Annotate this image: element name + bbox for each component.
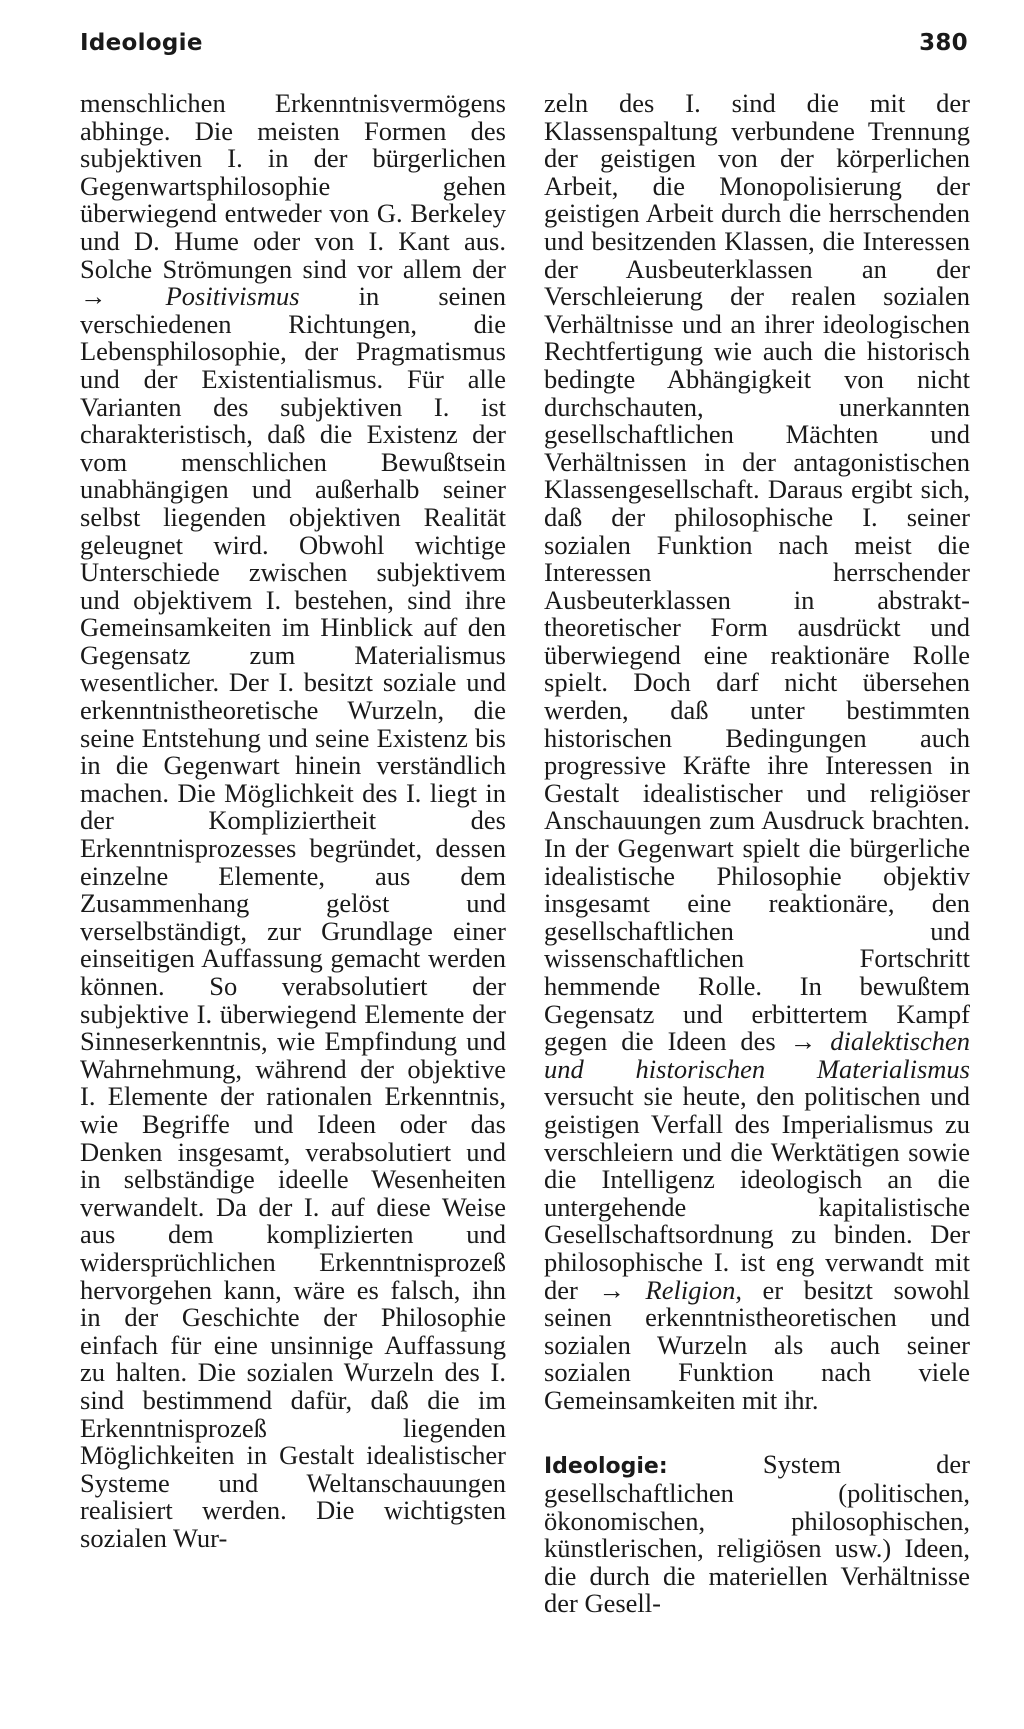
cross-reference-religion[interactable]: Religion, xyxy=(645,1274,742,1305)
entry-definition: System der gesellschaftlichen (politischen, ökonomischen, philosophischen, künstlerischen, religiösen usw.) Ideen, die durch die materiellen Verhältnisse der Gesell- xyxy=(544,1448,971,1619)
dictionary-entry-ideologie xyxy=(544,1448,971,1619)
right-text-part-2: versucht sie heute, den politischen und geistigen Verfall des Imperialismus zu verschleiern und die Werktätigen sowie die Intelligenz ideologisch an die untergehende kapitalistische Gesellschaftsordnung zu binden. Der philosophische I. ist eng verwandt mit der xyxy=(544,1081,970,1305)
left-column xyxy=(80,90,506,1552)
cross-reference-arrow-icon: → xyxy=(80,281,107,312)
running-head-title: Ideologie xyxy=(80,30,203,56)
cross-reference-arrow-icon: → xyxy=(789,1026,817,1057)
cross-reference-positivismus[interactable]: Positivismus xyxy=(165,281,300,312)
cross-reference-materialismus[interactable]: dialektischen und historischen Materialismus xyxy=(544,1026,971,1084)
right-text-part-1: zeln des I. sind die mit der Klassenspaltung verbundene Trennung der geistigen von der körperlichen Arbeit, die Monopolisierung der geistigen Arbeit durch die herrschenden und besitzenden Klassen, die Interessen der Ausbeuterklassen an der Verschleierung der realen sozialen Verhältnisse und an ihrer ideologischen Rechtfertigung wie auch die historisch bedingte Abhängigkeit von nicht durchschauten, unerkannten gesellschaftlichen Mächten und Verhältnissen in der antagonistischen Klassengesellschaft. Daraus ergibt sich, daß der philosophische I. seiner sozialen Funktion nach meist die Interessen herrschender Ausbeuterklassen in abstrakt-theoretischer Form ausdrückt und überwiegend eine reaktionäre Rolle spielt. Doch darf nicht übersehen werden, daß unter bestimmten historischen Bedingungen auch progressive Kräfte ihre Interessen in Gestalt idealistischer und religiöser Anschauungen zum Ausdruck brachten. In der Gegenwart spielt die bürgerliche idealistische Philosophie objektiv insgesamt eine reaktionäre, den gesellschaftlichen und wissenschaftlichen Fortschritt hemmende Rolle. In bewußtem Gegensatz und erbittertem Kampf gegen die Ideen des xyxy=(544,88,970,1057)
left-text-part-1: menschlichen Erkenntnisvermögens abhinge. Die meisten Formen des subjektiven I. in der bürgerlichen Gegenwartsphilosophie gehen überwiegend entweder von G. Berkeley und D. Hume oder von I. Kant aus. Solche Strömungen sind vor allem der xyxy=(80,88,506,284)
page-number: 380 xyxy=(919,30,968,56)
left-text-part-2: in seinen verschiedenen Richtungen, die Lebensphilosophie, der Pragmatismus und der Existentialismus. Für alle Varianten des subjektiven I. ist charakteristisch, daß die Existenz der vom menschlichen Bewußtsein unabhängigen und außerhalb seiner selbst liegenden objektiven Realität geleugnet wird. Obwohl wichtige Unterschiede zwischen subjektivem und objektivem I. bestehen, sind ihre Gemeinsamkeiten im Hinblick auf den Gegensatz zum Materialismus wesentlicher. Der I. besitzt soziale und erkenntnistheoretische Wurzeln, die seine Entstehung und seine Existenz bis in die Gegenwart hinein verständlich machen. Die Möglichkeit des I. liegt in der Kompliziertheit des Erkenntnisprozesses begründet, dessen einzelne Elemente, aus dem Zusammenhang gelöst und verselbständigt, zur Grundlage einer einseitigen Auffassung gemacht werden können. So verabsolutiert der subjektive I. überwiegend Elemente der Sinneserkenntnis, wie Empfindung und Wahrnehmung, während der objektive I. Elemente der rationalen Erkenntnis, wie Begriffe und Ideen oder das Denken insgesamt, verabsolutiert und in selbständige ideelle Wesenheiten verwandelt. Da der I. auf diese Weise aus dem komplizierten und widersprüchlichen Erkenntnisprozeß hervorgehen kann, wäre es falsch, ihn in der Geschichte der Philosophie einfach für eine unsinnige Auffassung zu halten. Die sozialen Wurzeln des I. sind bestimmend dafür, daß die im Erkenntnisprozeß liegenden Möglichkeiten in Gestalt idealistischer Systeme und Weltanschauungen realisiert werden. Die wichtigsten sozialen Wur- xyxy=(80,281,507,1553)
right-text-part-3: er besitzt sowohl seinen erkenntnistheoretischen und sozialen Wurzeln als auch seiner sozialen Funktion nach viele Gemeinsamkeiten mit ihr. xyxy=(544,1274,971,1415)
cross-reference-arrow-icon: → xyxy=(598,1274,625,1305)
right-column-text xyxy=(544,90,970,1415)
left-column-text xyxy=(80,90,506,1552)
page-header xyxy=(80,30,968,70)
right-column xyxy=(544,90,970,1618)
entry-headword: Ideologie: xyxy=(544,1453,668,1479)
